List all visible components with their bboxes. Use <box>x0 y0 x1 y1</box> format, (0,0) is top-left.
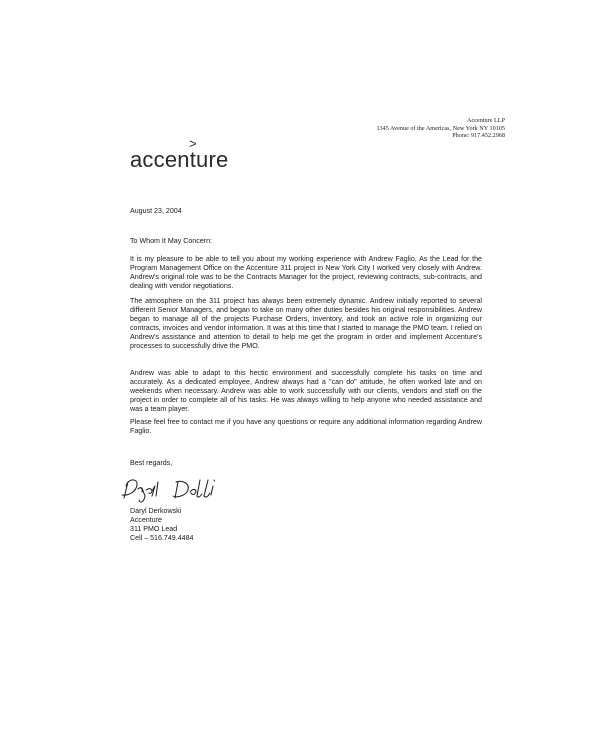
signatory-title: 311 PMO Lead <box>130 524 178 533</box>
paragraph-1: It is my pleasure to be able to tell you about my working experience with Andrew Faglio. As the Lead for the Program Management Office on the Accenture 311 project in New York City I worked very closely with Andrew. Andrew's original role was to be the Contracts Manager for the project, reviewing contracts, sub-contracts, and dealing with vendor negotiations. <box>130 255 482 290</box>
sender-address: 1345 Avenue of the Americas, New York NY 10105 <box>376 124 505 132</box>
paragraph-4: Please feel free to contact me if you have any questions or require any additional information regarding Andrew Faglio. <box>130 418 482 435</box>
signature-block <box>130 507 194 543</box>
closing: Best regards, <box>130 459 173 467</box>
sender-address-block <box>376 117 505 140</box>
logo-wordmark: accenture <box>130 147 229 172</box>
paragraph-2: The atmosphere on the 311 project has always been extremely dynamic. Andrew initially reported to several different Senior Managers, and began to take on many other duties besides his original responsibilities. Andrew began to manage all of the projects Purchase Orders, Inventory, and took an active role in organizing our contracts, invoices and vendor information. It was at this time that I started to manage the PMO team. I relied on Andrew's assistance and attention to detail to help me get the program in order and implement Accenture's processes to successfully drive the PMO. <box>130 297 482 350</box>
signatory-company: Accenture <box>130 515 162 524</box>
letter-date: August 23, 2004 <box>130 207 182 215</box>
paragraph-3: Andrew was able to adapt to this hectic environment and successfully complete his tasks on time and accurately. As a dedicated employee, Andrew always had a "can do" attitude, he often worked late and on weekends when necessary. Andrew was able to work successfully with our clients, vendors and staff on the project in order to complete all of his tasks. He was always willing to help anyone who needed assistance and was a team player. <box>130 369 482 413</box>
logo-accent-mark: > <box>189 136 197 151</box>
salutation: To Whom It May Concern: <box>130 237 212 245</box>
handwritten-signature <box>118 474 248 506</box>
sender-company: Accenture LLP <box>467 117 505 124</box>
sender-phone: Phone: 917.452.2968 <box>452 132 505 140</box>
accenture-logo <box>130 136 229 173</box>
signatory-phone: Cell – 516.749.4484 <box>130 533 194 542</box>
signatory-name: Daryl Derkowski <box>130 507 182 515</box>
